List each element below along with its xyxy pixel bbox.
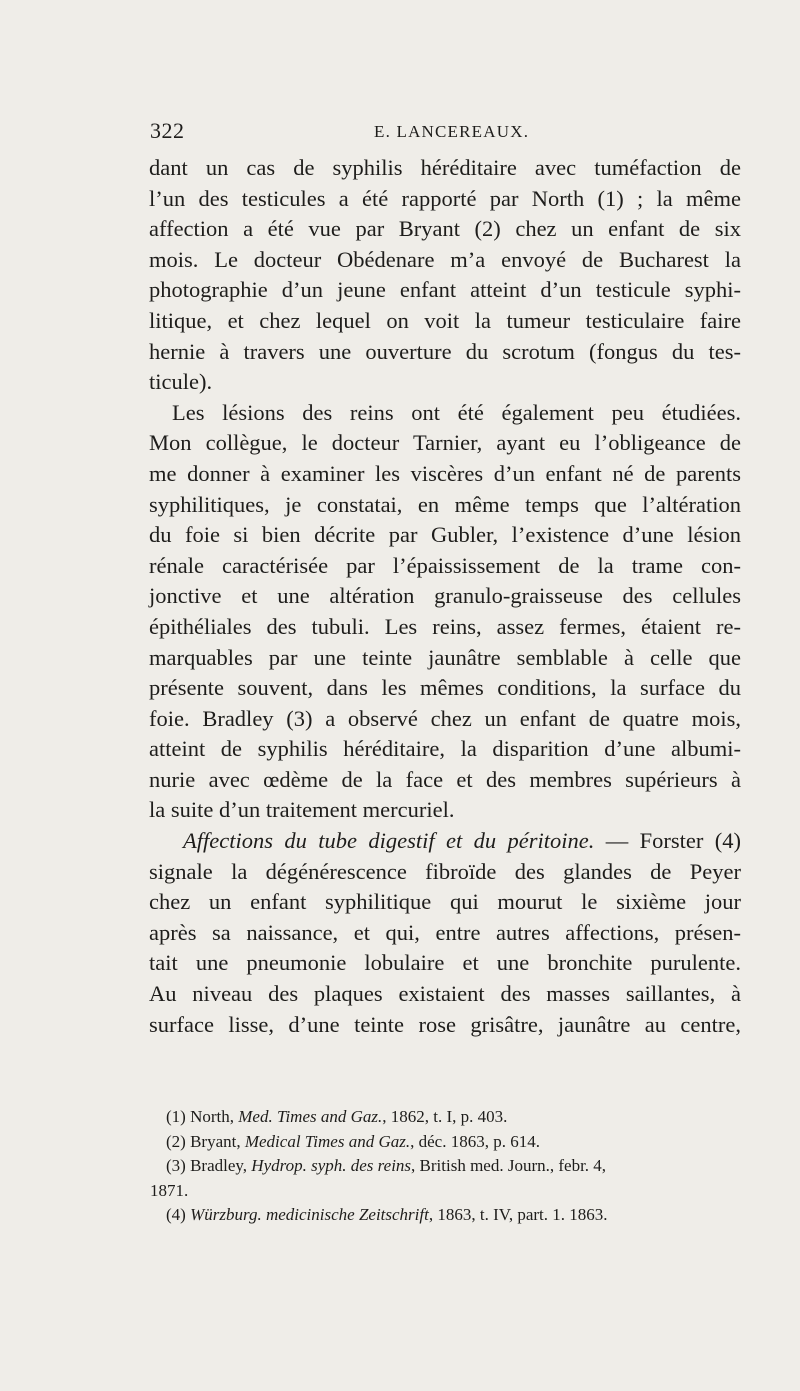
- footnote-4: [150, 1203, 741, 1228]
- body-line: foie. Bradley (3) a observé chez un enfant de quatre mois,: [149, 705, 741, 731]
- section-heading-rest: — Forster (4): [594, 828, 742, 854]
- section-heading: Affections du tube digestif et du péritoine.: [183, 828, 595, 854]
- body-line: Les lésions des reins ont été également peu étudiées.: [172, 399, 741, 425]
- body-line: syphilitiques, je constatai, en même temps que l’altération: [149, 491, 741, 517]
- page-header: [150, 118, 741, 144]
- footnote-text: (1) North,: [166, 1107, 239, 1126]
- body-line: affection a été vue par Bryant (2) chez un enfant de six: [149, 216, 741, 242]
- footnote-text: (3) Bradley,: [166, 1156, 252, 1175]
- body-line: signale la dégénérescence fibroïde des glandes de Peyer: [149, 858, 741, 884]
- body-line: marquables par une teinte jaunâtre semblable à celle que: [149, 644, 741, 670]
- footnote-source: Medical Times and Gaz.: [244, 1131, 411, 1151]
- body-line: épithéliales des tubuli. Les reins, assez fermes, étaient re-: [149, 613, 741, 639]
- body-line: du foie si bien décrite par Gubler, l’existence d’une lésion: [149, 522, 741, 548]
- body-line: litique, et chez lequel on voit la tumeur testiculaire faire: [149, 307, 741, 333]
- body-line: après sa naissance, et qui, entre autres affections, présen-: [149, 919, 741, 945]
- body-line: jonctive et une altération granulo-graisseuse des cellules: [149, 583, 741, 609]
- footnote-1: [150, 1105, 741, 1130]
- footnote-text: , 1863, t. IV, part. 1. 1863.: [428, 1205, 608, 1224]
- footnote-2: [150, 1130, 741, 1155]
- body-line: Mon collègue, le docteur Tarnier, ayant eu l’obligeance de: [149, 430, 741, 456]
- body-line: surface lisse, d’une teinte rose grisâtre, jaunâtre au centre,: [149, 1011, 741, 1037]
- body-line: chez un enfant syphilitique qui mourut le sixième jour: [149, 889, 741, 915]
- body-line: ticule).: [149, 369, 213, 395]
- footnote-source: Hydrop. syph. des reins: [251, 1156, 412, 1175]
- body-line: tait une pneumonie lobulaire et une bronchite purulente.: [149, 950, 741, 976]
- footnote-source: Med. Times and Gaz.: [238, 1107, 383, 1126]
- body-line: nurie avec œdème de la face et des membres supérieurs à: [149, 766, 741, 792]
- body-line: hernie à travers une ouverture du scrotum (fongus du tes-: [149, 338, 741, 364]
- body-line: la suite d’un traitement mercuriel.: [149, 797, 455, 823]
- body-line: photographie d’un jeune enfant atteint d’un testicule syphi-: [149, 277, 741, 303]
- body-line: Au niveau des plaques existaient des masses saillantes, à: [149, 981, 741, 1007]
- footnote-3-continued: 1871.: [150, 1180, 189, 1200]
- body-line: dant un cas de syphilis héréditaire avec tuméfaction de: [149, 155, 741, 180]
- footnote-text: (4): [166, 1205, 191, 1224]
- body-line: mois. Le docteur Obédenare m’a envoyé de Bucharest la: [149, 246, 741, 272]
- footnote-source: Würzburg. medicinische Zeitschrift: [190, 1205, 429, 1224]
- running-head: E. LANCEREAUX.: [374, 122, 530, 141]
- body-line: présente souvent, dans les mêmes conditions, la surface du: [149, 675, 741, 701]
- page-number: 322: [150, 118, 185, 143]
- footnotes: [150, 1105, 741, 1228]
- footnote-text: , déc. 1863, p. 614.: [410, 1131, 540, 1151]
- body-line: atteint de syphilis héréditaire, la disparition d’une albumi-: [149, 736, 741, 762]
- footnote-text: (2) Bryant,: [166, 1131, 245, 1151]
- body-line: rénale caractérisée par l’épaississement de la trame con-: [149, 552, 741, 578]
- section-heading-line: [149, 826, 741, 857]
- body-text: [149, 153, 741, 1040]
- footnote-text: , British med. Journ., febr. 4,: [411, 1156, 607, 1175]
- footnote-text: , 1862, t. I, p. 403.: [382, 1107, 508, 1126]
- footnote-3: [150, 1154, 741, 1179]
- body-line: me donner à examiner les viscères d’un enfant né de parents: [149, 460, 741, 486]
- body-line: l’un des testicules a été rapporté par North (1) ; la même: [149, 185, 741, 211]
